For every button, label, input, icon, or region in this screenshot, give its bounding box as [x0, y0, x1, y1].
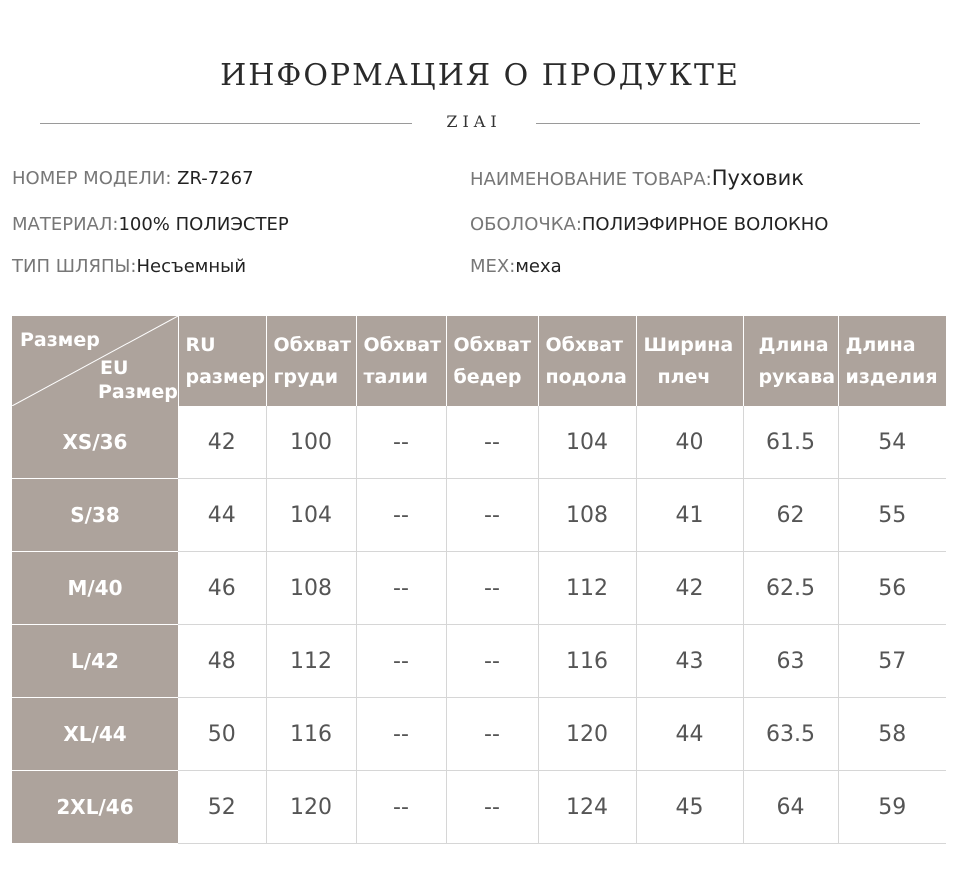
table-cell: 108	[538, 479, 636, 552]
col-header-line2: размер	[185, 366, 265, 388]
table-cell: 45	[636, 771, 743, 844]
divider-line-left	[40, 123, 412, 124]
table-cell: 108	[266, 552, 356, 625]
col-header	[178, 316, 266, 406]
col-header	[838, 316, 946, 406]
table-cell: 43	[636, 625, 743, 698]
col-header-line2: талии	[363, 366, 428, 388]
col-header	[743, 316, 838, 406]
table-row	[12, 552, 946, 625]
table-cell: 62.5	[743, 552, 838, 625]
table-cell: 63.5	[743, 698, 838, 771]
info-hat-type-value: Несъемный	[136, 256, 247, 277]
table-cell: 55	[838, 479, 946, 552]
col-header-line2: изделия	[845, 366, 938, 388]
table-cell: 56	[838, 552, 946, 625]
row-size-label: XL/44	[12, 698, 178, 771]
table-cell: --	[356, 406, 446, 479]
table-cell: --	[446, 406, 538, 479]
row-size-label: S/38	[12, 479, 178, 552]
table-cell: 120	[538, 698, 636, 771]
corner-label-size: Размер	[20, 329, 100, 351]
table-cell: 42	[178, 406, 266, 479]
table-cell: --	[356, 698, 446, 771]
table-cell: 46	[178, 552, 266, 625]
table-cell: --	[446, 479, 538, 552]
table-cell: 112	[538, 552, 636, 625]
table-row	[12, 771, 946, 844]
table-cell: 124	[538, 771, 636, 844]
info-material-label: МАТЕРИАЛ:	[12, 214, 119, 235]
row-size-label: 2XL/46	[12, 771, 178, 844]
row-size-label: XS/36	[12, 406, 178, 479]
table-cell: 40	[636, 406, 743, 479]
col-header-line1: Обхват	[545, 334, 624, 356]
col-header-line1: Обхват	[363, 334, 442, 356]
col-header	[356, 316, 446, 406]
table-cell: 100	[266, 406, 356, 479]
table-cell: 63	[743, 625, 838, 698]
table-cell: 41	[636, 479, 743, 552]
corner-header	[12, 316, 178, 406]
col-header-line1: Длина	[758, 334, 829, 356]
brand-divider	[40, 112, 920, 136]
row-size-label: L/42	[12, 625, 178, 698]
col-header-line1: RU	[185, 334, 216, 356]
col-header-line1: Обхват	[273, 334, 352, 356]
table-cell: 52	[178, 771, 266, 844]
table-cell: 120	[266, 771, 356, 844]
corner-label-eu	[98, 356, 178, 404]
col-header	[538, 316, 636, 406]
row-size-label: M/40	[12, 552, 178, 625]
table-cell: --	[356, 479, 446, 552]
table-cell: --	[356, 552, 446, 625]
table-cell: 42	[636, 552, 743, 625]
table-cell: --	[446, 698, 538, 771]
table-cell: 44	[636, 698, 743, 771]
table-cell: 62	[743, 479, 838, 552]
table-cell: --	[356, 625, 446, 698]
col-header-line2: подола	[545, 366, 627, 388]
table-row	[12, 698, 946, 771]
info-shell-label: ОБОЛОЧКА:	[470, 214, 582, 235]
col-header	[266, 316, 356, 406]
table-cell: 104	[266, 479, 356, 552]
info-model	[12, 168, 254, 189]
corner-label-eu-line2: Размер	[98, 381, 178, 403]
col-header-line1: Длина	[845, 334, 916, 356]
table-cell: 54	[838, 406, 946, 479]
brand-name: ZIAI	[446, 112, 502, 131]
divider-line-right	[536, 123, 920, 124]
table-cell: 58	[838, 698, 946, 771]
col-header-line1: Обхват	[453, 334, 532, 356]
col-header-line2: плеч	[657, 366, 711, 388]
table-cell: 50	[178, 698, 266, 771]
corner-label-eu-line1: EU	[100, 357, 129, 379]
col-header	[636, 316, 743, 406]
table-cell: 59	[838, 771, 946, 844]
info-shell-value: ПОЛИЭФИРНОЕ ВОЛОКНО	[581, 214, 829, 235]
table-row	[12, 625, 946, 698]
page-title: ИНФОРМАЦИЯ О ПРОДУКТЕ	[220, 58, 740, 93]
table-cell: 64	[743, 771, 838, 844]
col-header-line2: рукава	[758, 366, 836, 388]
info-material-value: 100% ПОЛИЭСТЕР	[118, 214, 289, 235]
table-cell: 112	[266, 625, 356, 698]
info-product-name-label: НАИМЕНОВАНИЕ ТОВАРА:	[470, 169, 712, 190]
info-model-label: НОМЕР МОДЕЛИ:	[12, 168, 172, 189]
col-header	[446, 316, 538, 406]
table-row	[12, 479, 946, 552]
size-table	[12, 316, 947, 844]
table-cell: 57	[838, 625, 946, 698]
table-cell: 61.5	[743, 406, 838, 479]
col-header-line1: Ширина	[643, 334, 734, 356]
info-model-value: ZR-7267	[171, 168, 254, 189]
table-cell: 116	[538, 625, 636, 698]
col-header-line2: груди	[273, 366, 339, 388]
info-fur	[470, 256, 562, 277]
table-cell: 116	[266, 698, 356, 771]
table-cell: --	[446, 625, 538, 698]
info-hat-type-label: ТИП ШЛЯПЫ:	[12, 256, 137, 277]
table-cell: 48	[178, 625, 266, 698]
table-cell: --	[356, 771, 446, 844]
info-hat-type	[12, 256, 246, 277]
info-fur-label: МЕХ:	[470, 256, 516, 277]
info-fur-value: меха	[515, 256, 562, 277]
table-cell: 44	[178, 479, 266, 552]
info-shell	[470, 214, 828, 235]
info-material	[12, 214, 289, 235]
table-row	[12, 406, 946, 479]
table-cell: --	[446, 552, 538, 625]
size-table-header	[12, 316, 946, 406]
info-product-name	[470, 166, 804, 190]
table-cell: --	[446, 771, 538, 844]
info-product-name-value: Пуховик	[711, 166, 804, 190]
table-cell: 104	[538, 406, 636, 479]
col-header-line2: бедер	[453, 366, 522, 388]
